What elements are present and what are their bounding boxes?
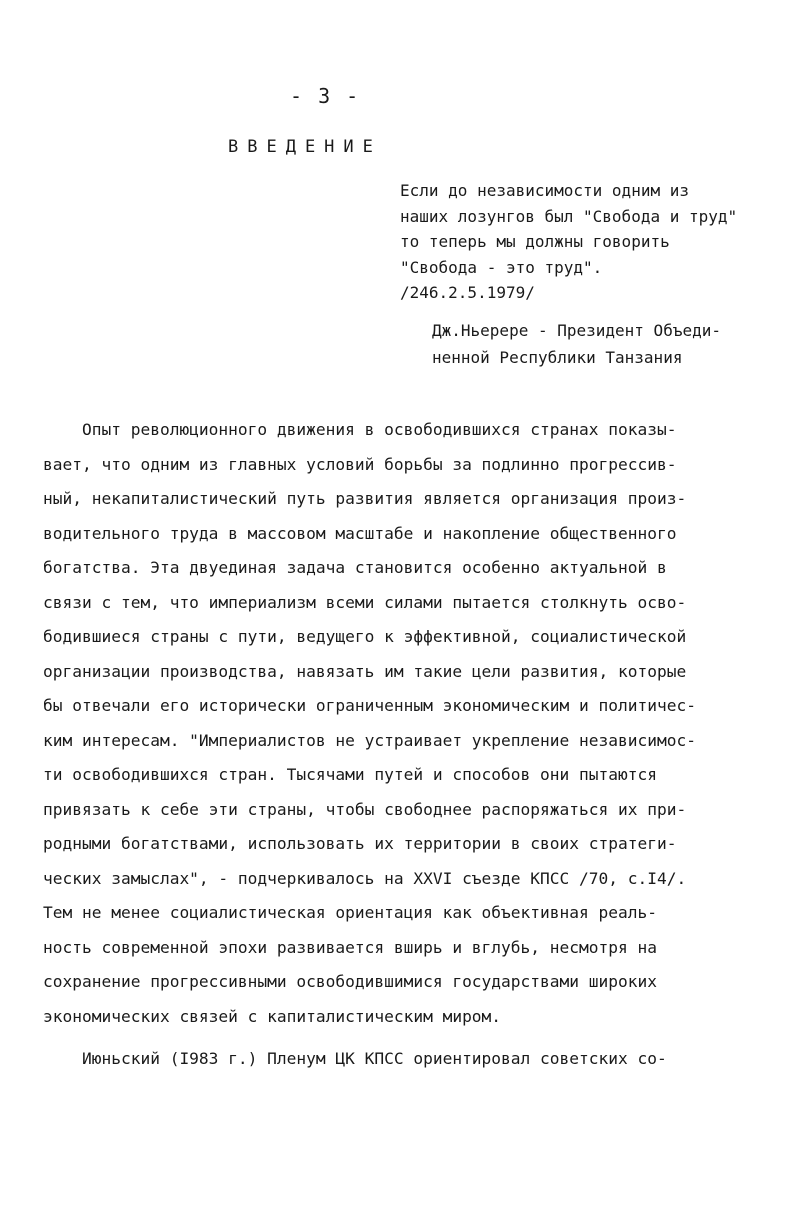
text-line: бы отвечали его исторически ограниченным экономическим и политичес- xyxy=(43,696,696,715)
paragraph xyxy=(43,413,763,1034)
text-line: ким интересам. "Империалистов не устраивает укрепление независимос- xyxy=(43,730,696,750)
text-line: богатства. Эта двуединая задача становится особенно актуальной в xyxy=(43,558,667,577)
epigraph-line: Если до независимости одним из xyxy=(400,181,689,200)
attribution-line: Дж.Ньерере - Президент Объеди- xyxy=(432,321,721,340)
text-line: ти освободившихся стран. Тысячами путей и способов они пытаются xyxy=(43,765,657,784)
text-line: ческих замыслах", - подчеркивалось на XXVI съезде КПСС /70, с.I4/. xyxy=(43,868,687,888)
epigraph-citation: /246.2.5.1979/ xyxy=(400,283,535,302)
text-line: экономических связей с капиталистическим миром. xyxy=(43,1006,502,1026)
paragraph-gap xyxy=(43,1034,763,1042)
page-number: - 3 - xyxy=(290,84,361,108)
body-text xyxy=(43,413,763,1077)
epigraph-line: то теперь мы должны говорить xyxy=(400,232,670,251)
text-line: вает, что одним из главных условий борьбы за подлинно прогрессив- xyxy=(43,454,677,474)
epigraph-attribution xyxy=(432,318,792,371)
text-line: водительного труда в массовом масштабе и накопление общественного xyxy=(43,523,677,543)
text-line: Тем не менее социалистическая ориентация как объективная реаль- xyxy=(43,903,657,922)
text-line: привязать к себе эти страны, чтобы свободнее распоряжаться их при- xyxy=(43,799,687,819)
paragraph xyxy=(43,1042,763,1077)
text-line: сохранение прогрессивными освободившимися государствами широких xyxy=(43,972,657,991)
epigraph-line: "Свобода - это труд". xyxy=(400,257,603,277)
text-line: бодившиеся страны с пути, ведущего к эффективной, социалистической xyxy=(43,627,687,646)
section-heading: ВВЕДЕНИЕ xyxy=(228,137,382,157)
epigraph-line: наших лозунгов был "Свобода и труд" xyxy=(400,206,738,226)
text-line: связи с тем, что империализм всеми силами пытается столкнуть осво- xyxy=(43,592,687,612)
text-line: Июньский (I983 г.) Пленум ЦК КПСС ориентировал советских со- xyxy=(43,1049,667,1068)
text-line: ность современной эпохи развивается вширь и вглубь, несмотря на xyxy=(43,937,657,957)
attribution-line: ненной Республики Танзания xyxy=(432,347,683,367)
text-line: Опыт революционного движения в освободившихся странах показы- xyxy=(43,420,677,439)
text-line: ный, некапиталистический путь развития является организация произ- xyxy=(43,489,687,508)
text-line: организации производства, навязать им такие цели развития, которые xyxy=(43,661,687,681)
epigraph xyxy=(400,178,790,306)
text-line: родными богатствами, использовать их территории в своих стратеги- xyxy=(43,834,677,853)
